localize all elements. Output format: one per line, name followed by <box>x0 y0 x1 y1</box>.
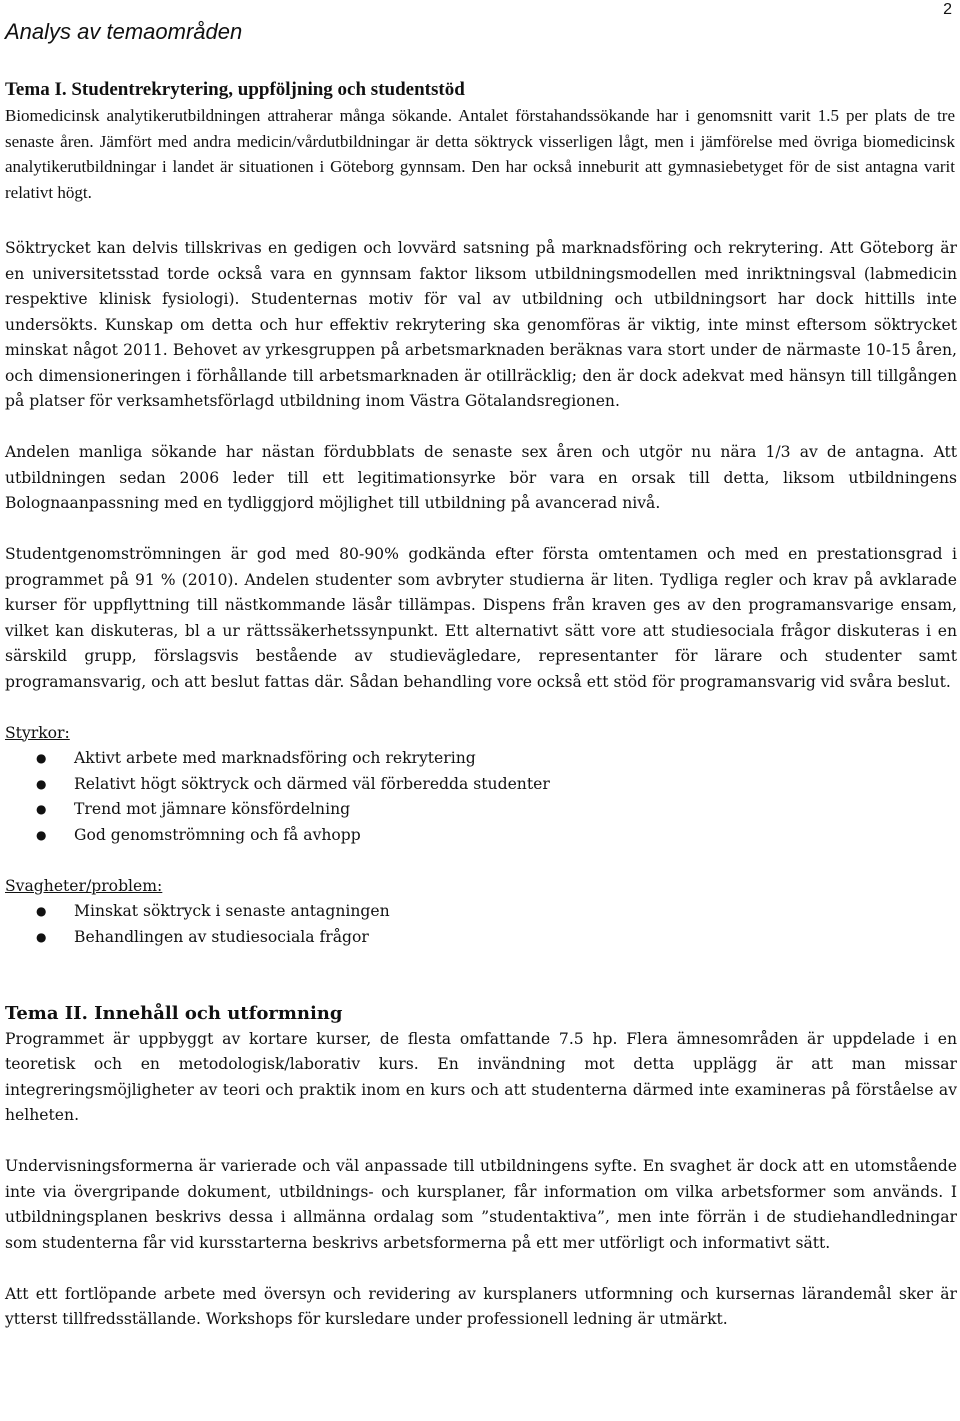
tema1-paragraph-1: Söktrycket kan delvis tillskrivas en gedigen och lovvärd satsning på marknadsföring och rekrytering. Att Göteborg är en universitetsstad torde också vara en gynnsam faktor liksom utbildningsmodellen med inriktningsval (labmedicin respektive klinisk fysiologi). Studenternas motiv för val av utbildning och utbildningsort har dock hittills inte undersökts. Kunskap om detta och hur effektiv rekrytering ska genomföras är viktig, inte minst eftersom söktrycket minskat något 2011. Behovet av yrkesgruppen på arbetsmarknaden beräknas vara stort under de närmaste 10-15 åren, och dimensioneringen i förhållande till arbetsmarknaden är otillräcklig; den är dock adekvat med hänsyn till tillgången på platser för verksamhetsförlagd utbildning inom Västra Götalandsregionen. <box>5 239 957 410</box>
bullet-icon: ● <box>36 751 47 765</box>
tema1-paragraph-2: Andelen manliga sökande har nästan fördubblats de senaste sex åren och utgör nu nära 1/3 av de antagna. Att utbildningen sedan 2006 leder till ett legitimationsyrke bör vara en orsak till detta, liksom utbildningens Bolognaanpassning med en tydliggjord möjlighet till utbildning på avancerad nivå. <box>5 443 957 512</box>
tema1-paragraph-3: Studentgenomströmningen är god med 80-90% godkända efter första omtentamen och med en prestationsgrad i programmet på 91 % (2010). Andelen studenter som avbryter studierna är liten. Tydliga regler och krav på avklarade kurser för uppflyttning till nästkommande läsår tillämpas. Dispens från kraven ges av den programansvarige ensam, vilket kan diskuteras, bl a ur rättssäkerhetssynpunkt. Ett alternativt sätt vore att studiesociala frågor diskuteras i en särskild grupp, förslagsvis bestående av studievägledare, representanter för lärare och studenter samt programansvarig, och att beslut fattas där. Sådan behandling vore också ett stöd för programansvarig vid svåra beslut. <box>5 545 957 691</box>
tema2-heading: Tema II. Innehåll och utformning <box>5 1003 343 1024</box>
tema1-heading: Tema I. Studentrekrytering, uppföljning och studentstöd <box>5 79 465 100</box>
page-number: 2 <box>943 1 952 18</box>
section-spacer <box>5 976 957 1002</box>
bullet-icon: ● <box>36 827 47 842</box>
body-flow <box>5 236 957 1358</box>
list-item: ● Aktivt arbete med marknadsföring och rekrytering <box>5 746 957 772</box>
list-item: ● God genomströmning och få avhopp <box>5 823 957 849</box>
list-item: ● Trend mot jämnare könsfördelning <box>5 797 957 823</box>
weaknesses-heading: Svagheter/problem: <box>5 876 163 895</box>
tema2-paragraph-1: Programmet är uppbyggt av kortare kurser, de flesta omfattande 7.5 hp. Flera ämnesområden är uppdelade i en teoretisk och en metodologisk/laborativ kurs. En invändning mot detta upplägg är att man missar integreringsmöjligheter av teori och praktik inom en kurs och att studenterna därmed inte examineras på förståelse av helheten. <box>5 1029 957 1124</box>
list-item: ● Minskat söktryck i senaste antagningen <box>5 899 957 925</box>
bullet-icon: ● <box>36 904 47 918</box>
strengths-list <box>5 746 957 848</box>
tema1-intro-paragraph <box>5 103 955 205</box>
bullet-icon: ● <box>36 929 47 944</box>
list-item: ● Behandlingen av studiesociala frågor <box>5 925 957 951</box>
bullet-icon: ● <box>36 802 47 816</box>
tema1-intro-times: Biomedicinsk analytikerutbildningen attraherar många sökande. Antalet förstahandssökande har i genomsnitt varit 1.5 per plats de tre senaste åren. <box>5 106 955 151</box>
bullet-icon: ● <box>36 776 47 791</box>
tema2-paragraph-2: Undervisningsformerna är varierade och väl anpassade till utbildningens syfte. En svaghet är dock att en utomstående inte via övergripande dokument, utbildnings- och kursplaner, får information om vilka arbetsformer som används. I utbildningsplanen beskrivs dessa i allmänna ordalag som ”studentaktiva”, men inte förrän i de studiehandledningar som studenterna får vid kursstarterna beskrivs arbetsformerna på ett mer utförligt och informativt sätt. <box>5 1157 957 1252</box>
tema1-intro-section <box>5 77 955 205</box>
weaknesses-list <box>5 899 957 950</box>
document-title: Analys av temaområden <box>5 19 243 44</box>
tema2-paragraph-3: Att ett fortlöpande arbete med översyn och revidering av kursplaners utformning och kursernas lärandemål sker är ytterst tillfredsställande. Workshops för kursledare under professionell ledning är utmärkt. <box>5 1284 957 1328</box>
strengths-heading: Styrkor: <box>5 723 70 742</box>
list-item: ● Relativt högt söktryck och därmed väl förberedda studenter <box>5 772 957 798</box>
tema1-intro-rest: Jämfört med andra medicin/vårdutbildningar är detta söktryck visserligen lågt, men i jämförelse med övriga biomedicinsk analytikerutbildningar i landet är situationen i Göteborg gynnsam. Den har också inneburit att gymnasiebetyget för de sist antagna varit relativt högt. <box>5 131 955 202</box>
